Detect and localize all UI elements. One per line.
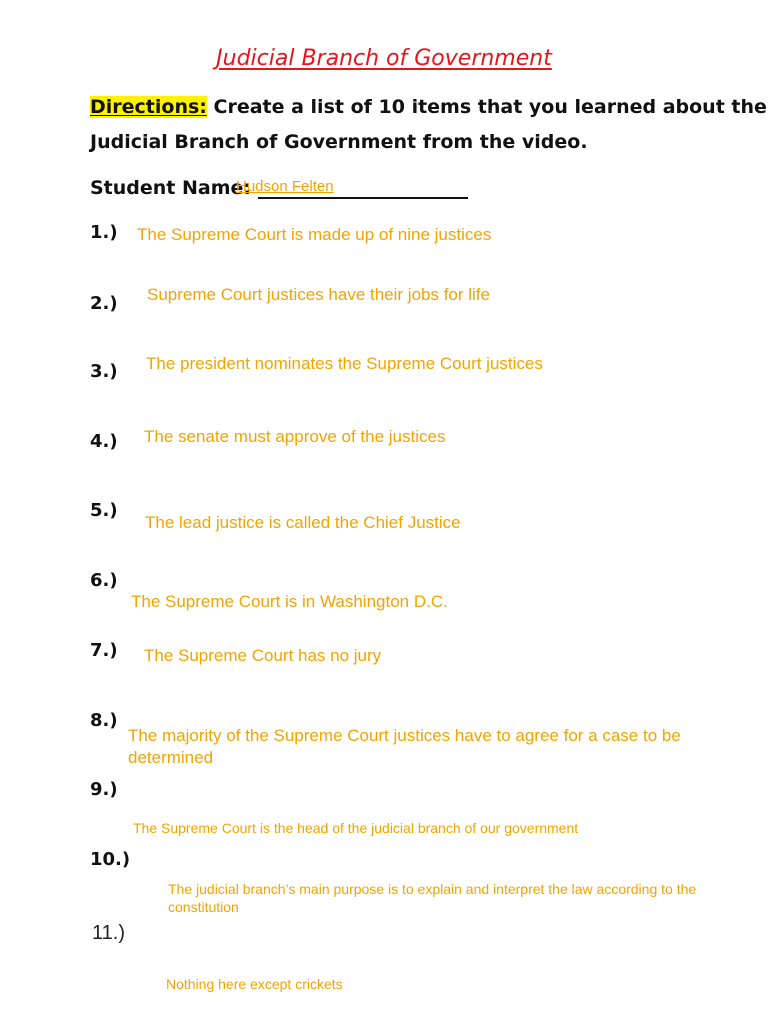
item-answer-2[interactable]: Supreme Court justices have their jobs for life [147, 285, 490, 304]
directions-label: Directions: [90, 96, 207, 118]
directions-text-1: Create a list of 10 items that you learned about the [206, 96, 767, 118]
item-answer-10[interactable]: The judicial branch’s main purpose is to explain and interpret the law according to the constitution [168, 881, 697, 915]
item-number-10: 10.) [90, 849, 131, 870]
student-name-value[interactable]: Hudson Felten [236, 178, 334, 195]
item-answer-8[interactable]: The majority of the Supreme Court justices have to agree for a case to be determined [128, 726, 681, 767]
page-title: Judicial Branch of Government [216, 46, 552, 71]
item-number-7: 7.) [90, 640, 118, 661]
item-number-9: 9.) [90, 779, 118, 800]
item-number-2: 2.) [90, 293, 118, 314]
directions-line-1 [90, 96, 767, 118]
item-number-4: 4.) [90, 431, 118, 452]
directions-line-2: Judicial Branch of Government from the video. [90, 131, 588, 153]
item-number-5: 5.) [90, 500, 118, 521]
item-number-11: 11.) [92, 922, 125, 944]
student-name-label: Student Name: [90, 177, 252, 199]
item-number-3: 3.) [90, 361, 118, 382]
item-number-1: 1.) [90, 222, 118, 243]
item-answer-3[interactable]: The president nominates the Supreme Court justices [146, 354, 543, 373]
item-answer-11[interactable]: Nothing here except crickets [166, 976, 343, 992]
item-answer-9[interactable]: The Supreme Court is the head of the judicial branch of our government [133, 820, 579, 836]
item-answer-4[interactable]: The senate must approve of the justices [144, 427, 446, 446]
item-number-6: 6.) [90, 570, 118, 591]
item-answer-7[interactable]: The Supreme Court has no jury [144, 646, 382, 665]
item-number-8: 8.) [90, 710, 118, 731]
item-answer-1[interactable]: The Supreme Court is made up of nine justices [137, 225, 492, 244]
item-answer-6[interactable]: The Supreme Court is in Washington D.C. [131, 592, 448, 611]
item-answer-5[interactable]: The lead justice is called the Chief Justice [145, 513, 461, 532]
